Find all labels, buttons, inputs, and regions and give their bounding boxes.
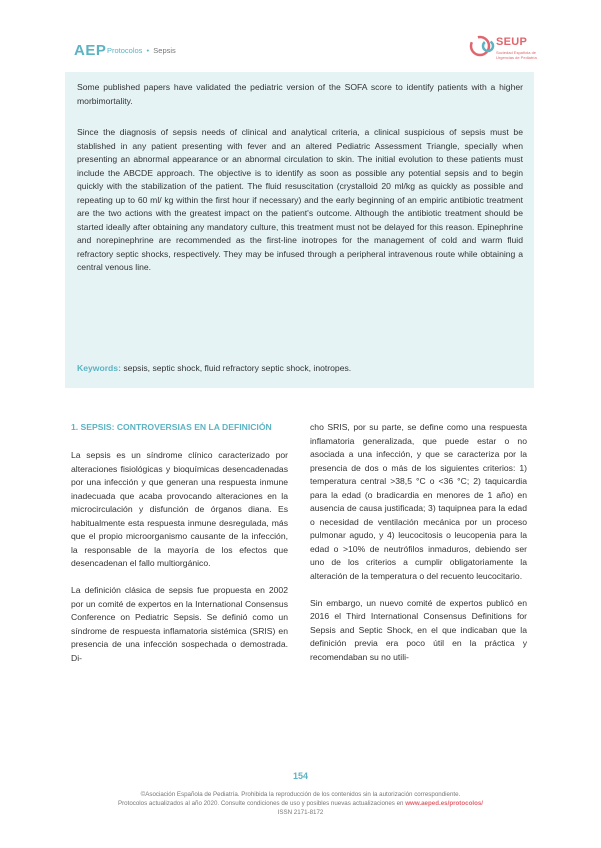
section-heading: 1. SEPSIS: CONTROVERSIAS EN LA DEFINICIÓN	[71, 422, 272, 432]
breadcrumb-section[interactable]: Protocolos	[107, 46, 143, 55]
seup-logo-subtitle: Sociedad Española de Urgencias de Pediatría	[496, 50, 537, 60]
abstract-paragraph-2: Since the diagnosis of sepsis needs of clinical and analytical criteria, a clinical suspicious of sepsis must be stablished in any patient presenting with fever and an altered Pediatric Assessment Triangle, specially when presenting an abnormal appearance or an abnormal circulation to skin. The initial evolution to these patients must include the ABCDE approach. The objective is to identify as soon as possible any potential sepsis and to begin quickly with the stabilization of the patient. The fluid resuscitation (crystalloid 20 ml/kg as quickly as possible and repeating up to 60 ml/ kg within the first hour if necessary) and the early beginning of an empiric antibiotic treatment are the two actions with the greatest impact on the patient's outcome. Although the antibiotic treatment should be started ideally after obtaining any mandatory culture, this treatment must not be delayed for this reason. Epinephrine and norepinephrine are recommended as the first-line inotropes for the management of cold and warm fluid refractory septic shocks, respectively. They may be infused through a peripheral intravenous route while obtaining a central venous line.	[77, 127, 523, 272]
breadcrumb-current: Sepsis	[153, 46, 176, 55]
page-footer	[0, 790, 601, 817]
right-paragraph-2: Sin embargo, un nuevo comité de expertos publicó en 2016 el Third International Consensus Definitions for Sepsis and Septic Shock, en el que indicaban que la definición previa era poco útil en la práctica y recomendaban su no utili-	[310, 597, 527, 662]
page-number: 154	[292, 771, 309, 781]
page-header	[0, 0, 601, 72]
right-paragraph-1: cho SRIS, por su parte, se define como una respuesta inflamatoria generalizada, que puede estar o no asociada a una infección, y que se caracteriza por la presencia de dos o más de los siguientes criterios: 1) temperatura central >38,5 °C o <36 °C; 2) taquicardia para la edad (o bradicardia en menores de 1 año) en ausencia de causa justificada; 3) taquipnea para la edad o necesidad de ventilación mecánica por un proceso pulmonar agudo, y 4) leucocitosis o leucopenia para la edad o >10% de neutrófilos inmaduros, debiendo ser uno de los criterios a cumplir obligatoriamente la alteración de la temperatura o del recuento leucocitario.	[310, 422, 527, 581]
aep-logo: AEP	[74, 42, 107, 59]
keywords-label: Keywords:	[77, 363, 121, 373]
footer-issn: ISSN 2171-8172	[277, 809, 324, 816]
breadcrumb	[107, 46, 176, 55]
footer-copyright: ©Asociación Española de Pediatría. Prohibida la reproducción de los contenidos sin la autorización correspondiente.	[140, 791, 461, 798]
left-column	[71, 449, 288, 679]
right-column	[310, 421, 527, 678]
left-paragraph-2: La definición clásica de sepsis fue propuesta en 2002 por un comité de expertos en la International Consensus Conference on Pediatric Sepsis. Se definió como un síndrome de respuesta inflamatoria sistémica (SRIS) en presencia de una infección sospechada o demostrada. Di-	[71, 585, 288, 663]
footer-update-text: Protocolos actualizados al año 2020. Consulte condiciones de uso y posibles nuevas actualizaciones en	[117, 800, 406, 807]
abstract-box	[65, 72, 534, 388]
abstract-paragraph-1: Some published papers have validated the pediatric version of the SOFA score to identify patients with a higher morbimortality.	[77, 82, 523, 106]
footer-link[interactable]: www.aeped.es/protocolos/	[405, 800, 484, 807]
keywords	[77, 362, 523, 376]
keywords-text: sepsis, septic shock, fluid refractory septic shock, inotropes.	[120, 363, 352, 373]
seup-logo-text: SEUP	[496, 36, 528, 48]
footer-update	[0, 799, 601, 808]
left-paragraph-1: La sepsis es un síndrome clínico caracterizado por alteraciones fisiológicas y bioquímicas desencadenadas por una infección y que generan una respuesta inmune inadecuada que acaba provocando alteraciones en la microcirculación y disfunción de órganos diana. Es habitualmente esta respuesta inmune desregulada, más que el propio microorganismo causante de la infección, la responsable de la mayoría de los efectos que desencadenan el fallo multiorgánico.	[71, 450, 288, 568]
breadcrumb-separator: •	[146, 46, 150, 55]
